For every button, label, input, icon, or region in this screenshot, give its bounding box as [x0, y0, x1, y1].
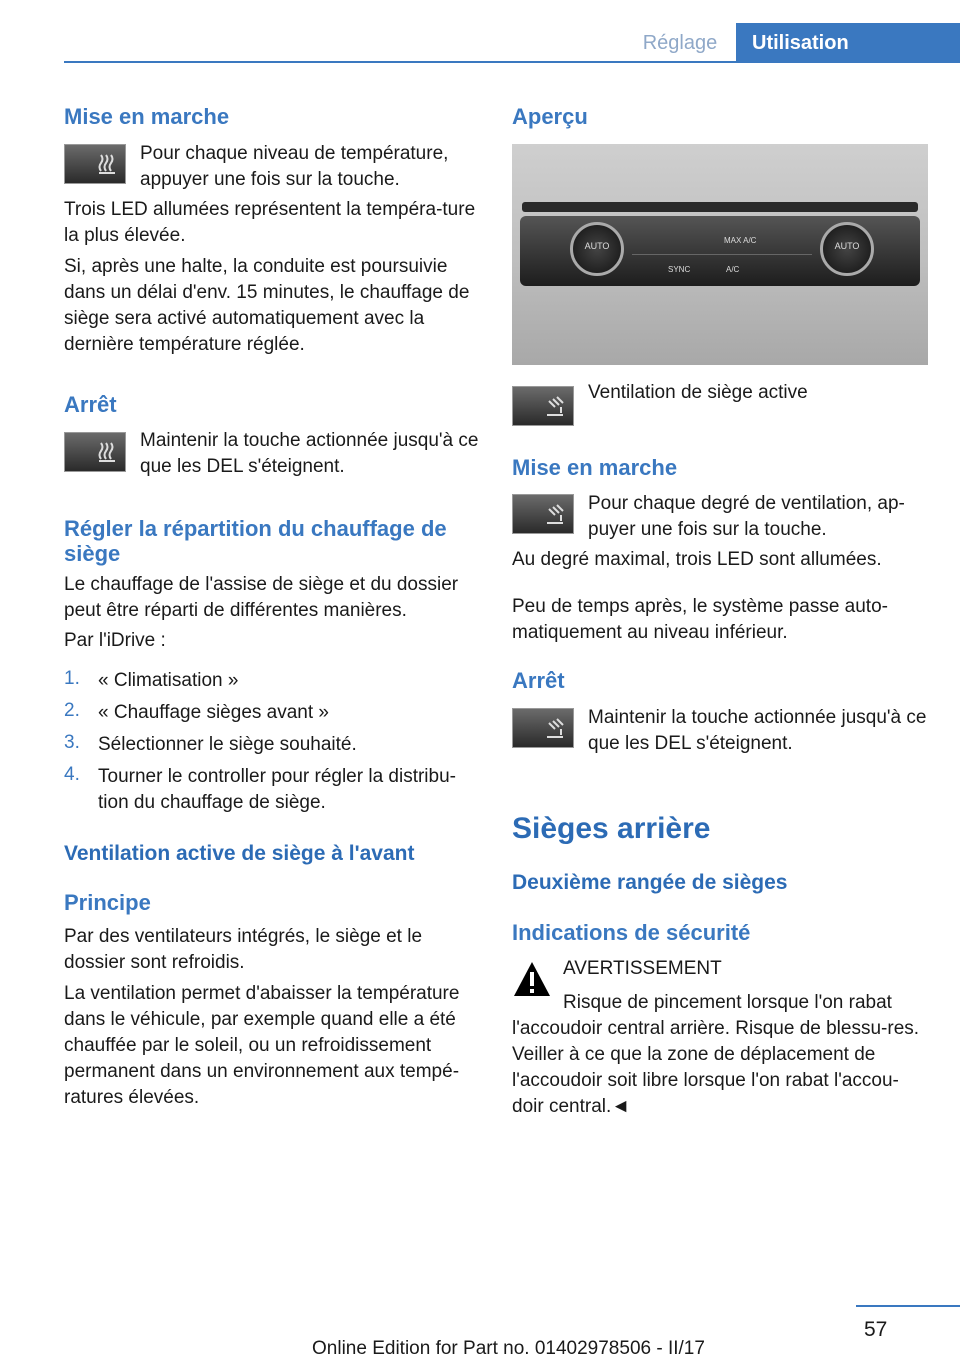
principe-text-2: La ventilation permet d'abaisser la température dans le véhicule, par exemple quand elle a été chauffée par le soleil, ou un refroidissement permanent dans un environnement aux tempé‐ratures élevées.	[64, 983, 460, 1108]
step-text: « Climatisation »	[98, 670, 239, 691]
climate-panel-photo	[512, 144, 928, 365]
edition-text: Online Edition for Part no. 01402978506 - II/17	[312, 1338, 705, 1359]
right-knob	[820, 222, 874, 276]
seat-ventilation-button-icon-3	[512, 708, 574, 748]
tab-reglage[interactable]: Réglage	[642, 32, 718, 54]
step-number: 2.	[64, 700, 80, 721]
sync-label: SYNC	[668, 265, 691, 274]
mise-text-3: Si, après une halte, la conduite est poursuivie dans un délai d'env. 15 minutes, le chauffage de siège sera activé automatiquement avec la dernière température réglée.	[64, 256, 470, 355]
vent-arret-text: Maintenir la touche actionnée jusqu'à ce que les DEL s'éteignent.	[588, 707, 927, 754]
footer-rule	[856, 1305, 960, 1307]
auto-label-right: AUTO	[834, 241, 860, 251]
regler-text: Le chauffage de l'assise de siège et du dossier peut être réparti de différentes manières.	[64, 574, 459, 621]
vent-mise-text-2: Au degré maximal, trois LED sont allumées.	[512, 549, 882, 570]
vent-mise-text-3: Peu de temps après, le système passe auto‐matiquement au niveau inférieur.	[512, 596, 888, 643]
seat-heating-button-icon-2	[64, 432, 126, 472]
heading-deuxieme-rangee: Deuxième rangée de sièges	[512, 871, 788, 894]
seat-heating-button-icon	[64, 144, 126, 184]
heading-apercu: Aperçu	[512, 104, 588, 129]
heading-mise-en-marche-vent: Mise en marche	[512, 455, 678, 480]
step-text: Sélectionner le siège souhaité.	[98, 734, 357, 755]
step-text: Tourner le controller pour régler la distribu‐tion du chauffage de siège.	[98, 766, 456, 813]
mise-text-1: Pour chaque niveau de température, appuyer une fois sur la touche.	[140, 143, 449, 190]
warning-title: AVERTISSEMENT	[563, 958, 722, 979]
par-idrive: Par l'iDrive :	[64, 630, 166, 651]
heading-indications: Indications de sécurité	[512, 920, 751, 945]
heading-regler: Régler la répartition du chauffage de siège	[64, 516, 447, 566]
principe-text-1: Par des ventilateurs intégrés, le siège et le dossier sont refroidis.	[64, 926, 423, 973]
auto-label-left: AUTO	[584, 241, 610, 251]
step-number: 4.	[64, 764, 80, 785]
tab-utilisation[interactable]: Utilisation	[736, 23, 960, 63]
header-rule	[64, 61, 960, 63]
heading-arret-vent: Arrêt	[512, 668, 565, 693]
page-number: 57	[864, 1318, 888, 1341]
mise-text-2: Trois LED allumées représentent la tempéra‐ture la plus élevée.	[64, 199, 476, 246]
seat-ventilation-button-icon-2	[512, 494, 574, 534]
left-knob	[570, 222, 624, 276]
heading-arret: Arrêt	[64, 392, 117, 417]
maxac-label: MAX A/C	[724, 236, 757, 245]
heading-mise-en-marche: Mise en marche	[64, 104, 230, 129]
heading-sieges-arriere: Sièges arrière	[512, 812, 711, 845]
arret-text: Maintenir la touche actionnée jusqu'à ce que les DEL s'éteignent.	[140, 430, 479, 477]
vent-label: Ventilation de siège active	[588, 382, 808, 403]
step-text: « Chauffage sièges avant »	[98, 702, 329, 723]
vent-mise-text-1: Pour chaque degré de ventilation, ap‐puyer une fois sur la touche.	[588, 493, 905, 540]
heading-ventilation: Ventilation active de siège à l'avant	[64, 842, 415, 865]
step-number: 1.	[64, 668, 80, 689]
warning-text: Risque de pincement lorsque l'on rabat l'accoudoir central arrière. Risque de blessu‐res. Veiller à ce que la zone de déplacement de l'accoudoir soit libre lorsque l'on rabat l'accou‐doir central.◄	[512, 992, 920, 1117]
ac-label: A/C	[726, 265, 740, 274]
step-number: 3.	[64, 732, 80, 753]
seat-ventilation-button-icon	[512, 386, 574, 426]
heading-principe: Principe	[64, 890, 151, 915]
